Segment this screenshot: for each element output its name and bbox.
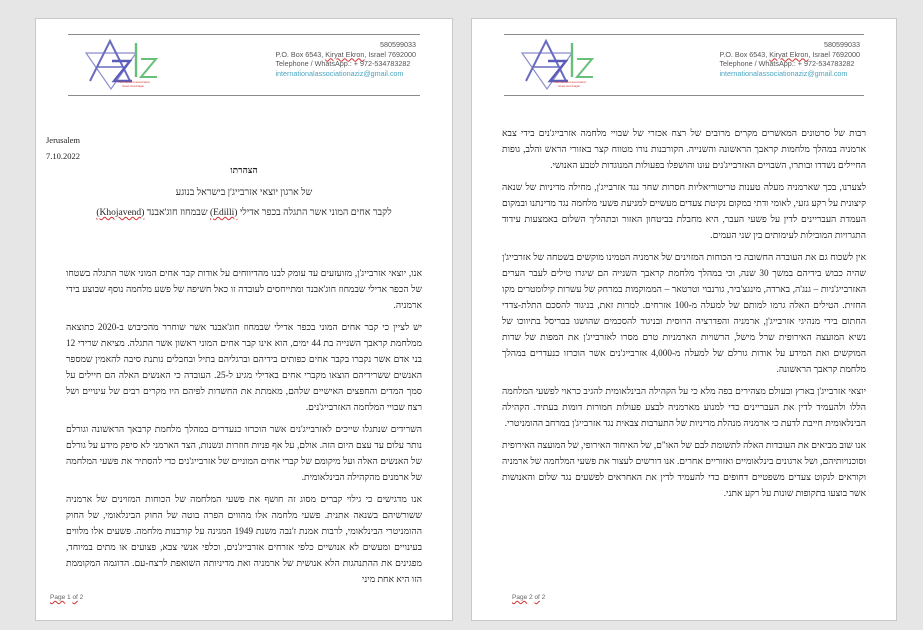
place-date-block <box>46 132 80 164</box>
paragraph: רבות של סרטונים המאשרים מקרים מרובים של רצח אכזרי של שבויי מלחמה אזרבייג'נים בידי צבא ארמניה במהלך מלחמות קראבך הראשונה והשנייה. הקורבנות נורו מטווח קצר באזורי הראש והלב, גופות החיילים נשדדו ובותרו, השבויים האזרבייג'נים עונו והושפלו בפעולות המנוגדות לטבע האנושי. <box>502 128 866 170</box>
contact-info <box>719 40 860 78</box>
declaration-subject: לקבר אחים המוני אשר התגלה בכפר אדילי (Edilli) שבמחוז חוג'אבנד (Khojavend) <box>96 208 392 218</box>
declaration-subtitle: של ארגון יוצאי אזרבייג'ן בישראל בנוגע <box>175 188 313 198</box>
svg-text:Israel Azerbaijan: Israel Azerbaijan <box>122 84 145 88</box>
registration-number: 580599033 <box>380 40 416 49</box>
declaration-title: הצהרתו <box>230 165 258 175</box>
contact-info <box>275 40 416 78</box>
email-address: internationalassociationaziz@gmail.com <box>275 68 404 78</box>
svg-text:Israel Azerbaijan: Israel Azerbaijan <box>558 84 581 88</box>
organization-logo <box>512 37 602 91</box>
paragraph: אין לשכוח גם את העובדה החשובה כי הכוחות המזוינים של ארמניה הטמינו מוקשים בשטחה של אזרבייג'ן שהיה כבוש בידיהם במשך 30 שנה, וכי במהלך מלחמת קראבך השנייה הם שיגרו טילים לעבר הערים האזרבייג'ניות – גנג'ה, בארדה, מינגצ'ביר, גורנבוי וטרטאר – הממוקמות במרחק של עשרות קילומטרים מקו החזית. הטילים האלה גרמו למותם של למעלה מ-100 אזרחים. למרות זאת, בניגוד להסכם התלת-צדדי החתום בידי מנהיגי אזרבייג'ן, ארמניה והפדרציה הרוסית ובניגוד להסכמים שהושגו בבריסל בתיווכו של נשיא המועצה האירופית שרל מישל, הרשויות הארמניות טרם מסרו לאזרבייג'ן את המפות של שדות המוקשים ואת המידע על אודות גורלם של למעלה מ-4,000 אזרבייג'נים אשר הוכרזו כנעדרים במהלך מלחמת קראבך הראשונה. <box>502 252 867 374</box>
document-page-2 <box>471 18 897 621</box>
paragraph: לצערנו, בכך שארמניה מעלה טענות טריטוריאליות חסרות שחר נגד אזרבייג'ן, מחילה מדיניות של שנאה קיצונית על רקע גזעי, לאומי ודתי במקום נקיטת צעדים מעשיים למניעת פשעי מלחמה נגד מדינתנו ובמקום העמדת העבריינים לדין על פשעי העבר, היא מחבלת בביטחון האזור ובתהליך השלום באמצעות עידוד התגרויות המובילות לעימותים בין שני העמים. <box>502 182 866 240</box>
paragraph: יש לציין כי קבר אחים המוני בכפר אדילי שבמחוז חוג'אבנד אשר שוחרר מהכיבוש ב-2020 כתוצאה ממלחמת קראבך השנייה בת 44 ימים, הוא אינו קבר אחים המוני ראשון אשר התגלה. מציאת שרידי 12 בני אדם אשר נקברו בקבר אחים כפותים בידיהם וברגליהם בתיל ובחבלים נותנת סיבה להאמין שמספר האנשים ששרידיהם הוצאו מקברי אחים באדילי מגיע ל-25. העובדה כי האנשים האלה הם חיילים על סמך המדים והחפצים האישיים שלהם, מאמתת את החשדות לפיהם היו מקרים רבים של עינויים ושל רצח שבויי המלחמה האזרבייג'נים. <box>66 322 423 412</box>
paragraph: אנו מדגישים כי גילוי קברים מסוג זה חושף את פשעי המלחמה של הכוחות המזוינים של ארמניה ששורשיהם בשנאה אתנית. פשעי מלחמה אלו מהווים הפרה בוטה של החוק הבינלאומי, של החוק ההומניטרי הבינלאומי, לרבות אמנת ז'נבה משנת 1949 המגינה על קורבנות מלחמה. פשעים אלו מלווים בעינויים ומעשים לא אנושיים כלפי אזרחים אזרבייג'נים, וכלפי אנשי צבא, פצועים או מתים במיוחד, מפגינים את ההתנהגות הלא אנושית של ארמניה ואת מדיניותה השואפת לרצח-עם. הדוגמה המקוממת הזו היא אחת מיני <box>66 494 423 584</box>
page-1-body <box>66 265 422 593</box>
city: Jerusalem <box>46 135 80 145</box>
page-number-footer: Page 1 of 2 <box>50 594 84 601</box>
letterhead <box>68 34 420 96</box>
paragraph: יוצאי אזרבייג'ן בארץ ובעולם מצהירים בפה מלא כי על הקהילה הבינלאומית להגיב כראוי לפשעי המלחמה הללו ולהעמיד לדין את העבריינים כדי למנוע מארמניה לבצע פעולות חמורות דומות בעתיד. הקהילה הבינלאומית חייבת לדעת כי ארמניה מנהלת מדיניות של התערבות צבאית נגד אזרבייג'ן במרחב ההומניטרי. <box>502 386 866 428</box>
svg-text:International association: International association <box>118 80 151 84</box>
phone-number: Telephone / WhatsApp.: + 972-534783282 <box>719 59 855 69</box>
document-page-1 <box>35 18 453 621</box>
svg-text:International association: International association <box>554 80 587 84</box>
postal-address: P.O. Box 6543, Kiryat Ekron, Israel 7692000 <box>275 49 416 59</box>
organization-logo <box>76 37 166 91</box>
postal-address: P.O. Box 6543, Kiryat Ekron, Israel 7692000 <box>719 49 860 59</box>
paragraph: אנו, יוצאי אזרבייג'ן, מזועזעים עד עומק לבנו מהדיווחים על אודות קבר אחים המוני אשר התגלה בשטחו של הכפר אדילי שבמחוז חוג'אבנד ומתייחסים לעובדה זו כאל חשיפה של פשע מלחמה נוסף שבוצע בידי ארמניה. <box>66 268 422 310</box>
paragraph: השרידים שנתגלו שייכים לאזרבייג'נים אשר הוכרזו כנעדרים במהלך מלחמת קרבאך הראשונה וגורלם נותר עלום עד עצם היום הזה. אולם, על אף פניות חוזרות ונשנות, הצד הארמני לא סיפק מידע על גורלם של האנשים האלה ועל מיקומם של קברי אחים המוניים של אזרבייג'נים כדי להסתיר את פשעי המלחמה של ארמנים מהקהילה הבינלאומית. <box>66 424 422 482</box>
page-number-footer: Page 2 of 2 <box>512 594 546 601</box>
phone-number: Telephone / WhatsApp.: + 972-534783282 <box>275 59 411 69</box>
paragraph: אנו שוב מביאים את העובדות האלה לתשומת לבם של האו"ם, של האיחוד האירופי, של המועצה האירופית וסוכנויותיהם, ושל ארגונים בינלאומיים ואזוריים אחרים. אנו דורשים לעצור את פשעי המלחמה של ארמניה וקוראים לנקוט צעדים משפטיים דחופים כדי להעמיד לדין את האחראים לפשעים נגד שלום והאנושות אשר בוצעו בתקופות שונות על רקע אתני. <box>502 440 866 498</box>
registration-number: 580599033 <box>824 40 860 49</box>
email-address: internationalassociationaziz@gmail.com <box>719 68 848 78</box>
page-2-body <box>502 125 866 507</box>
letterhead <box>504 34 864 96</box>
declaration-title-block <box>66 163 422 223</box>
date: 7.10.2022 <box>46 151 80 161</box>
